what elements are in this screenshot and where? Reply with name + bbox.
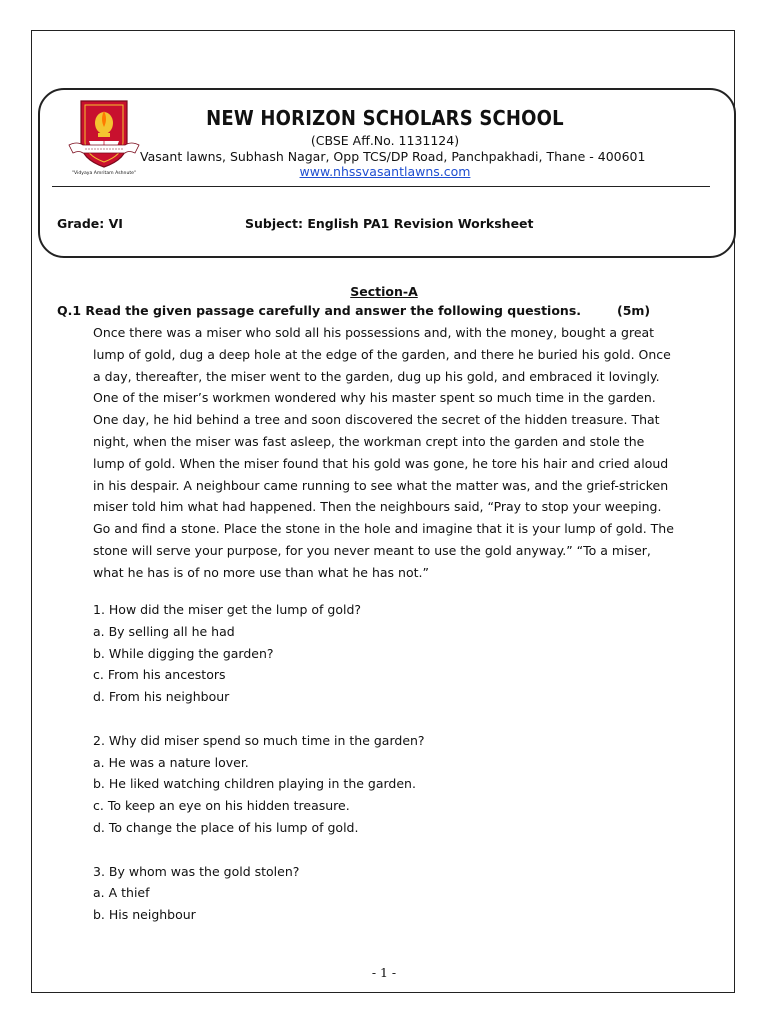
question-text: 1. How did the miser get the lump of gold? bbox=[93, 602, 362, 617]
question-heading: Q.1 Read the given passage carefully and answer the following questions. bbox=[57, 303, 582, 318]
page-number: - 1 - bbox=[371, 965, 397, 980]
passage-line: night, when the miser was fast asleep, the workman crept into the garden and stole the bbox=[93, 433, 645, 449]
passage-line: One of the miser’s workmen wondered why his master spent so much time in the garden. bbox=[93, 390, 656, 406]
reading-passage bbox=[93, 322, 683, 584]
answer-option: c. From his ancestors bbox=[93, 667, 226, 683]
answer-option: a. By selling all he had bbox=[93, 623, 235, 639]
school-name: NEW HORIZON SCHOLARS SCHOOL bbox=[206, 106, 564, 130]
affiliation-number: (CBSE Aff.No. 1131124) bbox=[310, 133, 460, 148]
question-text: 3. By whom was the gold stolen? bbox=[93, 863, 300, 879]
spacer bbox=[93, 708, 683, 730]
passage-line: Go and find a stone. Place the stone in the hole and imagine that it is your lump of gold. The bbox=[93, 521, 674, 537]
header-divider bbox=[52, 186, 710, 187]
logo-motto: "Vidyaya Amritam Ashnute" bbox=[71, 171, 137, 176]
answer-option: a. He was a nature lover. bbox=[93, 754, 249, 770]
answer-option: c. To keep an eye on his hidden treasure. bbox=[93, 798, 350, 814]
answer-option: a. A thief bbox=[93, 885, 150, 901]
subject-label: Subject: English PA1 Revision Worksheet bbox=[245, 216, 534, 231]
passage-line: One day, he hid behind a tree and soon discovered the secret of the hidden treasure. That bbox=[93, 412, 660, 428]
question-marks: (5m) bbox=[617, 303, 651, 318]
spacer bbox=[93, 839, 683, 861]
passage-line: Once there was a miser who sold all his possessions and, with the money, bought a great bbox=[93, 325, 655, 340]
passage-line: what he has is of no more use than what he has not.” bbox=[93, 564, 429, 580]
section-title: Section-A bbox=[350, 284, 418, 299]
question-text: 2. Why did miser spend so much time in the garden? bbox=[93, 732, 425, 748]
answer-option: d. From his neighbour bbox=[93, 689, 230, 705]
passage-line: lump of gold. When the miser found that his gold was gone, he tore his hair and cried aloud bbox=[93, 455, 669, 471]
answer-option: b. His neighbour bbox=[93, 907, 196, 923]
answer-option: b. While digging the garden? bbox=[93, 645, 274, 661]
passage-line: miser told him what had happened. Then the neighbours said, “Pray to stop your weeping. bbox=[93, 499, 662, 515]
passage-line: lump of gold, dug a deep hole at the edge of the garden, and there he buried his gold. Once bbox=[93, 346, 671, 362]
school-logo bbox=[67, 97, 141, 177]
question-list bbox=[93, 599, 683, 926]
school-website-link[interactable]: www.nhssvasantlawns.com bbox=[299, 164, 471, 179]
answer-option: b. He liked watching children playing in the garden. bbox=[93, 776, 416, 792]
passage-line: stone will serve your purpose, for you never meant to use the gold anyway.” “To a miser, bbox=[93, 542, 651, 558]
passage-line: in his despair. A neighbour came running to see what the matter was, and the grief-stricken bbox=[93, 477, 669, 493]
passage-line: a day, thereafter, the miser went to the garden, dug up his gold, and embraced it lovingly. bbox=[93, 368, 660, 384]
school-address: Vasant lawns, Subhash Nagar, Opp TCS/DP Road, Panchpakhadi, Thane - 400601 bbox=[140, 149, 646, 164]
grade-label: Grade: VI bbox=[57, 216, 123, 231]
answer-option: d. To change the place of his lump of gold. bbox=[93, 819, 359, 835]
